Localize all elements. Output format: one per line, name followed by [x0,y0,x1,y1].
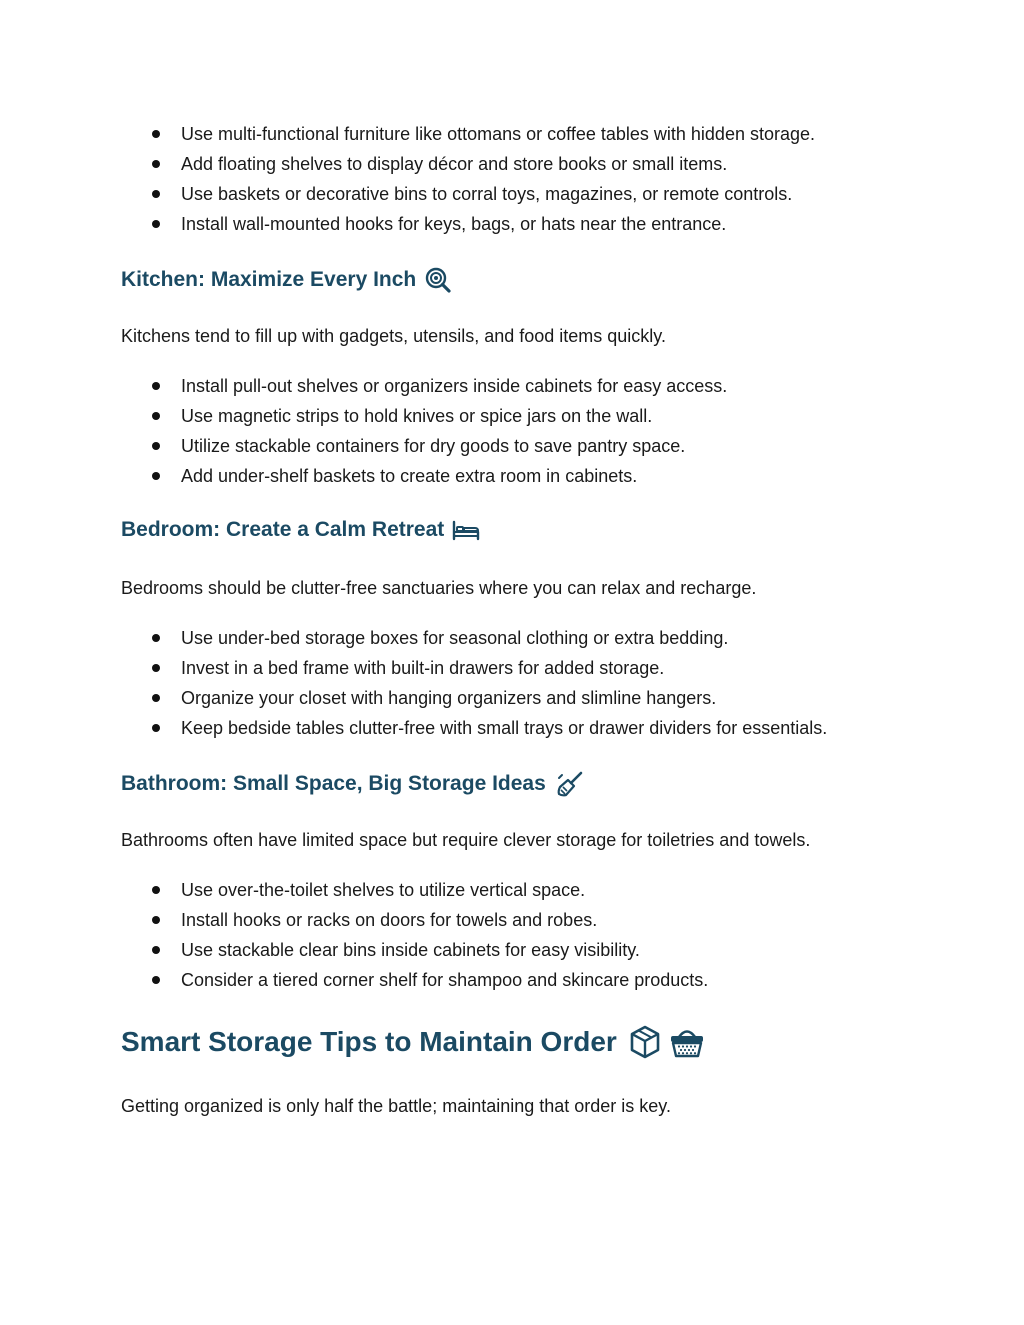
list-item: Add floating shelves to display décor and store books or small items. [150,149,950,179]
bedroom-tips-list [150,623,950,743]
broom-icon [556,770,584,798]
list-item: Use under-bed storage boxes for seasonal clothing or extra bedding. [150,623,950,653]
bedroom-intro: Bedrooms should be clutter-free sanctuaries where you can relax and recharge. [121,578,757,598]
bullet-icon [152,634,160,642]
list-item: Use magnetic strips to hold knives or spice jars on the wall. [150,401,950,431]
list-item: Use stackable clear bins inside cabinets for easy visibility. [150,935,950,965]
bedroom-heading: Bedroom: Create a Calm Retreat [121,518,480,542]
bullet-icon [152,442,160,450]
list-item: Use multi-functional furniture like ottomans or coffee tables with hidden storage. [150,119,950,149]
list-item: Utilize stackable containers for dry goods to save pantry space. [150,431,950,461]
list-item: Add under-shelf baskets to create extra room in cabinets. [150,461,950,491]
kitchen-heading: Kitchen: Maximize Every Inch [121,266,452,294]
bathroom-heading: Bathroom: Small Space, Big Storage Ideas [121,770,584,798]
kitchen-tips-list [150,371,950,491]
magnifier-icon [424,266,452,294]
bullet-icon [152,130,160,138]
smart-storage-intro: Getting organized is only half the battle; maintaining that order is key. [121,1096,671,1116]
box-icon [629,1025,661,1059]
list-item: Install hooks or racks on doors for towels and robes. [150,905,950,935]
bullet-icon [152,976,160,984]
smart-storage-heading: Smart Storage Tips to Maintain Order [121,1025,705,1059]
bullet-icon [152,946,160,954]
bathroom-tips-list [150,875,950,995]
bullet-icon [152,382,160,390]
bullet-icon [152,916,160,924]
bullet-icon [152,886,160,894]
list-item: Keep bedside tables clutter-free with small trays or drawer dividers for essentials. [150,713,950,743]
bullet-icon [152,694,160,702]
list-item: Consider a tiered corner shelf for shampoo and skincare products. [150,965,950,995]
list-item: Install wall-mounted hooks for keys, bags, or hats near the entrance. [150,209,950,239]
list-item: Organize your closet with hanging organizers and slimline hangers. [150,683,950,713]
basket-icon [669,1025,705,1059]
list-item: Use baskets or decorative bins to corral toys, magazines, or remote controls. [150,179,950,209]
bullet-icon [152,664,160,672]
list-item: Use over-the-toilet shelves to utilize vertical space. [150,875,950,905]
bed-icon [452,518,480,542]
bullet-icon [152,190,160,198]
bathroom-intro: Bathrooms often have limited space but require clever storage for toiletries and towels. [121,830,811,850]
kitchen-intro: Kitchens tend to fill up with gadgets, utensils, and food items quickly. [121,326,666,346]
list-item: Invest in a bed frame with built-in drawers for added storage. [150,653,950,683]
bullet-icon [152,412,160,420]
bullet-icon [152,724,160,732]
bullet-icon [152,160,160,168]
bullet-icon [152,472,160,480]
living-room-tips-list [150,119,950,239]
list-item: Install pull-out shelves or organizers inside cabinets for easy access. [150,371,950,401]
bullet-icon [152,220,160,228]
